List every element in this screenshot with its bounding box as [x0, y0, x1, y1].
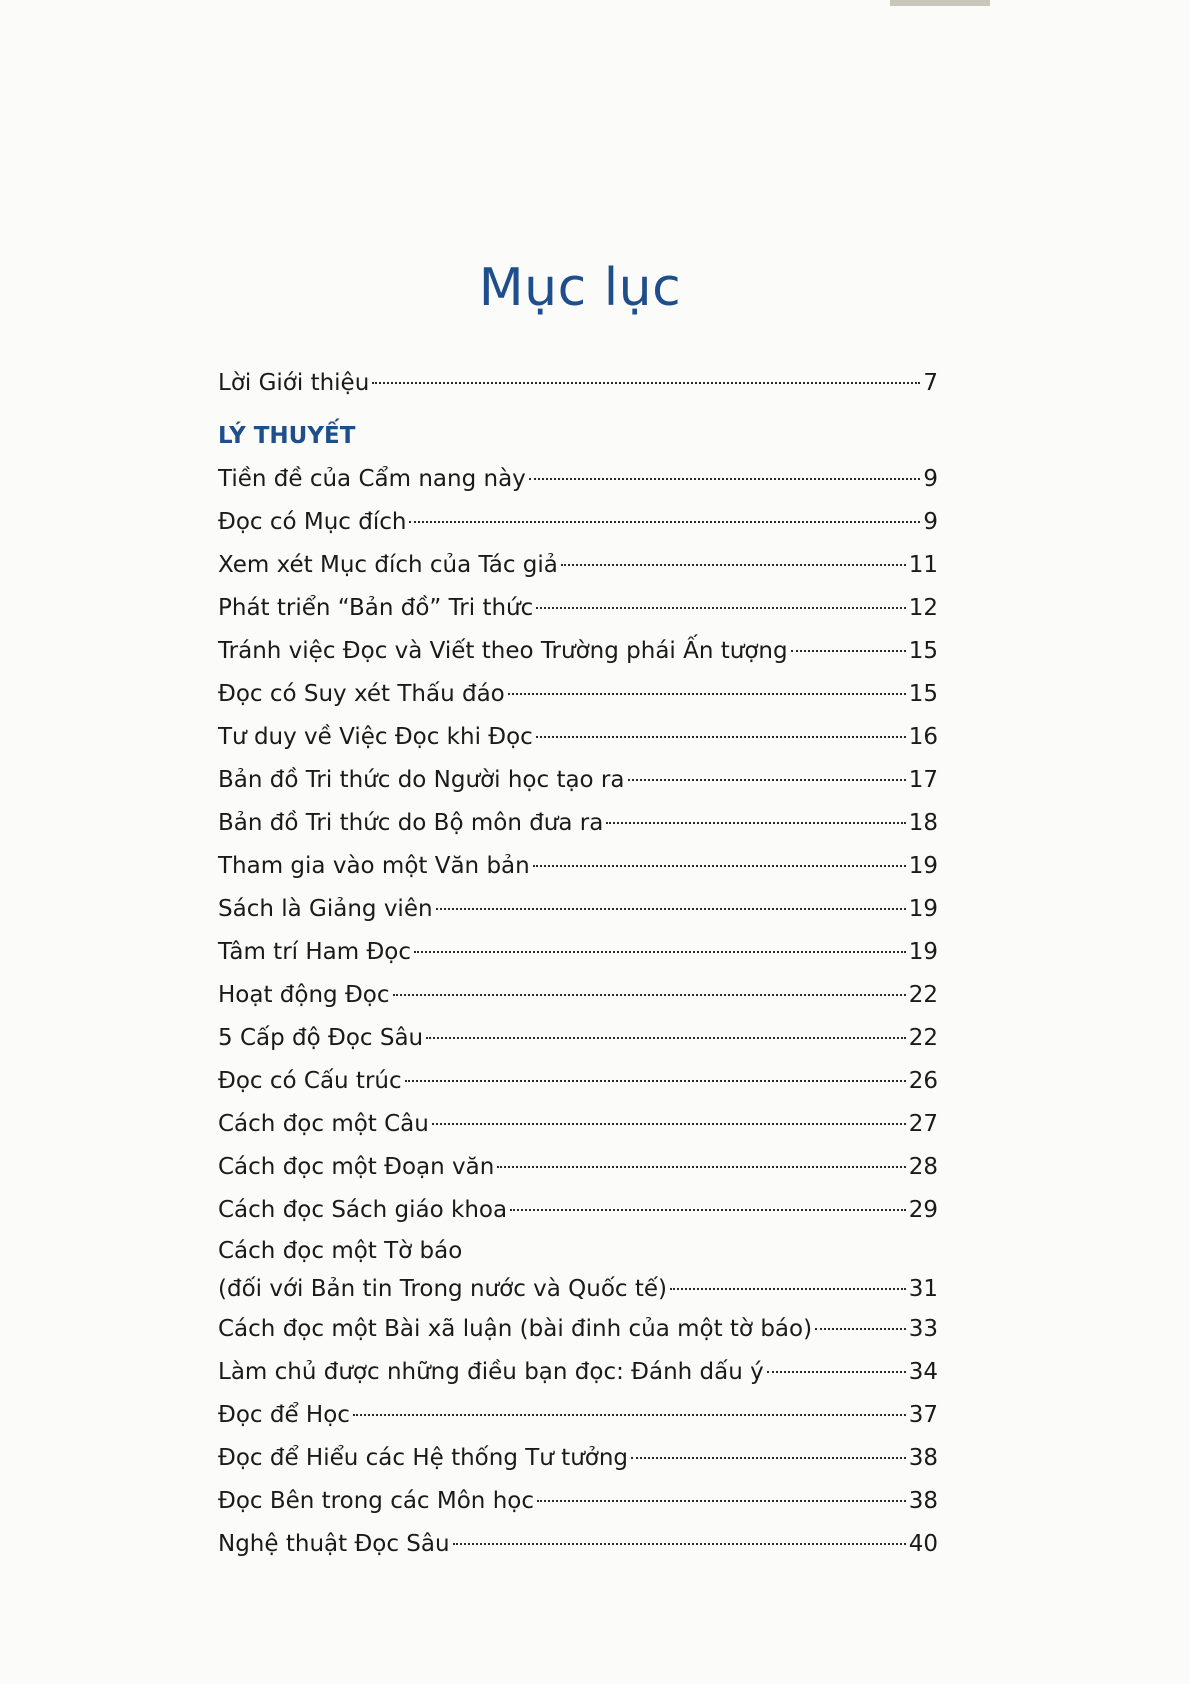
toc-entry-page: 37 [908, 1402, 938, 1428]
dot-leader [426, 1037, 906, 1039]
toc-entry-page: 7 [923, 370, 938, 396]
toc-entry-intro[interactable] [218, 362, 938, 405]
toc-entry[interactable] [218, 501, 938, 544]
table-of-contents [218, 362, 938, 1566]
toc-entry-label: Tiền đề của Cẩm nang này [218, 466, 526, 492]
toc-entry-label: Tránh việc Đọc và Viết theo Trường phái Ấn tượng [218, 638, 788, 664]
toc-entry-label: Đọc Bên trong các Môn học [218, 1488, 534, 1514]
toc-entry[interactable] [218, 1017, 938, 1060]
dot-leader [510, 1209, 906, 1211]
toc-entry[interactable] [218, 716, 938, 759]
toc-entry-page: 27 [908, 1111, 938, 1137]
toc-entry-page: 31 [908, 1276, 938, 1302]
toc-entry[interactable] [218, 1146, 938, 1189]
toc-entry[interactable] [218, 845, 938, 888]
toc-entry[interactable] [218, 1308, 938, 1351]
toc-entry[interactable] [218, 888, 938, 931]
toc-entry-page: 15 [908, 638, 938, 664]
dot-leader [536, 736, 906, 738]
toc-entry[interactable] [218, 630, 938, 673]
toc-entry-label: Cách đọc một Tờ báo [218, 1238, 463, 1264]
toc-entry-label: Phát triển “Bản đồ” Tri thức [218, 595, 534, 621]
toc-entry[interactable] [218, 802, 938, 845]
toc-entry[interactable] [218, 544, 938, 587]
dot-leader [606, 822, 905, 824]
toc-entry-page: 17 [908, 767, 938, 793]
toc-entry-page: 26 [908, 1068, 938, 1094]
toc-entries-continued [218, 1308, 938, 1566]
toc-entry-page: 19 [908, 896, 938, 922]
toc-entry-page: 15 [908, 681, 938, 707]
dot-leader [353, 1414, 906, 1416]
toc-entry-label: Sách là Giảng viên [218, 896, 433, 922]
toc-entry-page: 38 [908, 1488, 938, 1514]
page-edge-mark [890, 0, 990, 6]
toc-entry-page: 34 [908, 1359, 938, 1385]
dot-leader [628, 779, 906, 781]
dot-leader [436, 908, 906, 910]
toc-section-heading: LÝ THUYẾT [218, 423, 356, 449]
toc-entry[interactable] [218, 759, 938, 802]
toc-entry-label: Đọc có Suy xét Thấu đáo [218, 681, 505, 707]
toc-entry-page: 22 [908, 982, 938, 1008]
dot-leader [405, 1080, 906, 1082]
toc-entry[interactable] [218, 1394, 938, 1437]
toc-entry[interactable] [218, 673, 938, 716]
toc-entry[interactable] [218, 1523, 938, 1566]
page-title: Mục lục [478, 258, 682, 318]
toc-entry-page: 28 [908, 1154, 938, 1180]
toc-entry[interactable] [218, 1480, 938, 1523]
dot-leader [529, 478, 921, 480]
dot-leader [537, 1500, 906, 1502]
toc-entry-label: Lời Giới thiệu [218, 370, 370, 396]
toc-entry-label: Cách đọc một Câu [218, 1111, 429, 1137]
toc-entry-page: 40 [908, 1531, 938, 1557]
toc-entry-label: Xem xét Mục đích của Tác giả [218, 552, 558, 578]
toc-entry[interactable] [218, 931, 938, 974]
toc-entry-label: Làm chủ được những điều bạn đọc: Đánh dấu ý [218, 1359, 764, 1385]
toc-entry-label: Bản đồ Tri thức do Bộ môn đưa ra [218, 810, 604, 836]
dot-leader [497, 1166, 905, 1168]
toc-entry-label: Tâm trí Ham Đọc [218, 939, 411, 965]
dot-leader [508, 693, 906, 695]
toc-entry-label: Tham gia vào một Văn bản [218, 853, 530, 879]
toc-entry[interactable] [218, 1189, 938, 1232]
toc-entry-label: Hoạt động Đọc [218, 982, 390, 1008]
toc-entry-label: Tư duy về Việc Đọc khi Đọc [218, 724, 533, 750]
toc-entry-page: 33 [908, 1316, 938, 1342]
toc-entry-page: 22 [908, 1025, 938, 1051]
toc-entry[interactable] [218, 1103, 938, 1146]
toc-entry[interactable] [218, 974, 938, 1017]
dot-leader [767, 1371, 906, 1373]
toc-entry-label: 5 Cấp độ Đọc Sâu [218, 1025, 424, 1051]
dot-leader [631, 1457, 906, 1459]
toc-entries [218, 458, 938, 1232]
dot-leader [414, 951, 906, 953]
dot-leader [372, 382, 920, 384]
toc-entry-page: 18 [908, 810, 938, 836]
toc-entry-label: Đọc có Cấu trúc [218, 1068, 402, 1094]
toc-entry-label-continued: (đối với Bản tin Trong nước và Quốc tế) [218, 1276, 668, 1302]
toc-entry-page: 9 [923, 509, 938, 535]
toc-entry-page: 9 [923, 466, 938, 492]
dot-leader [432, 1123, 906, 1125]
dot-leader [561, 564, 906, 566]
toc-entry[interactable] [218, 1351, 938, 1394]
dot-leader [533, 865, 906, 867]
toc-entry-page: 38 [908, 1445, 938, 1471]
toc-entry-label: Đọc có Mục đích [218, 509, 407, 535]
toc-entry[interactable] [218, 1437, 938, 1480]
dot-leader [815, 1328, 906, 1330]
toc-entry-newspaper[interactable] [218, 1232, 938, 1308]
dot-leader [791, 650, 906, 652]
toc-entry-page: 12 [908, 595, 938, 621]
toc-entry-page: 29 [908, 1197, 938, 1223]
toc-entry-page: 19 [908, 939, 938, 965]
toc-entry-page: 11 [908, 552, 938, 578]
toc-entry-label: Đọc để Học [218, 1402, 350, 1428]
toc-entry-page: 19 [908, 853, 938, 879]
toc-entry[interactable] [218, 458, 938, 501]
toc-entry-label: Cách đọc một Bài xã luận (bài đinh của một tờ báo) [218, 1316, 813, 1342]
toc-entry-label: Cách đọc Sách giáo khoa [218, 1197, 508, 1223]
dot-leader [453, 1543, 906, 1545]
toc-entry-label: Cách đọc một Đoạn văn [218, 1154, 495, 1180]
dot-leader [670, 1288, 906, 1290]
toc-entry[interactable] [218, 587, 938, 630]
toc-entry[interactable] [218, 1060, 938, 1103]
toc-entry-label: Bản đồ Tri thức do Người học tạo ra [218, 767, 625, 793]
dot-leader [393, 994, 906, 996]
dot-leader [409, 521, 920, 523]
toc-entry-label: Nghệ thuật Đọc Sâu [218, 1531, 450, 1557]
dot-leader [536, 607, 905, 609]
toc-entry-page: 16 [908, 724, 938, 750]
toc-entry-label: Đọc để Hiểu các Hệ thống Tư tưởng [218, 1445, 629, 1471]
